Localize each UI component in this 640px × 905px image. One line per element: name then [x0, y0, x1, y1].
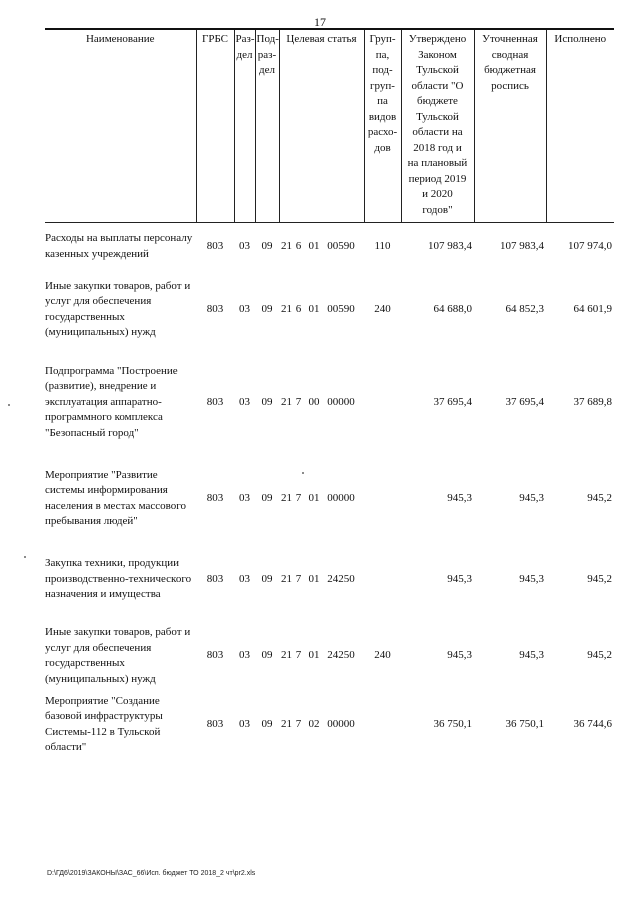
- row-name: Мероприятие "Создание базовой инфраструктуры Системы-112 в Тульской области": [45, 694, 163, 753]
- row-approved: 945,3: [447, 491, 472, 504]
- row-target: 21 6 01 00590: [281, 240, 355, 252]
- row-group: [364, 694, 401, 756]
- row-refined: 37 695,4: [505, 395, 544, 408]
- table-row: [45, 223, 614, 271]
- row-podrazdel: 09: [261, 395, 273, 408]
- row-approved: 64 688,0: [433, 302, 472, 315]
- row-name: Расходы на выплаты персоналу казенных учреждений: [45, 232, 193, 260]
- row-grbs: 803: [206, 649, 224, 662]
- row-target: 21 6 01 00590: [281, 302, 355, 315]
- row-executed: 945,2: [587, 572, 612, 585]
- row-grbs: 803: [206, 240, 224, 252]
- row-target: 21 7 01 24250: [281, 572, 355, 585]
- header-grbs: ГРБС: [196, 29, 234, 223]
- row-approved: 945,3: [447, 572, 472, 585]
- footer-file-path: D:\ГД6\2019\ЗАКОНЫ\ЗАС_66\Исп. бюджет ТО 2018_2 чт\pr2.xls: [47, 870, 256, 877]
- row-approved: 945,3: [447, 649, 472, 662]
- row-grbs: 803: [206, 302, 224, 315]
- row-executed: 107 974,0: [568, 240, 612, 252]
- row-group: 240: [374, 649, 391, 662]
- row-name: Закупка техники, продукции производственно-технического назначения и имущества: [45, 557, 192, 601]
- row-razdel: 03: [239, 717, 250, 730]
- row-target: 21 7 01 00000: [281, 491, 355, 504]
- row-razdel: 03: [239, 240, 250, 252]
- table-row: [45, 619, 614, 694]
- row-grbs: 803: [206, 395, 224, 408]
- row-name: Мероприятие "Развитие системы информирования населения в местах массового пребывания людей": [45, 468, 187, 527]
- table-row: [45, 694, 614, 756]
- row-refined: 107 983,4: [500, 240, 544, 252]
- row-executed: 37 689,8: [573, 395, 612, 408]
- table-row: [45, 349, 614, 457]
- header-executed: Исполнено: [546, 29, 614, 223]
- row-executed: 945,2: [587, 649, 612, 662]
- scan-speck: [24, 556, 26, 558]
- row-podrazdel: 09: [261, 491, 273, 504]
- header-target: Целевая статья: [279, 29, 364, 223]
- row-razdel: 03: [239, 395, 250, 408]
- row-razdel: 03: [239, 491, 250, 504]
- row-razdel: 03: [239, 572, 250, 585]
- row-podrazdel: 09: [261, 240, 273, 252]
- row-group: [364, 457, 401, 541]
- scan-speck: [302, 472, 304, 474]
- row-executed: 945,2: [587, 491, 612, 504]
- header-refined: Уточненная сводная бюджетная роспись: [474, 29, 546, 223]
- table-row: [45, 271, 614, 349]
- table-row: [45, 541, 614, 619]
- row-target: 21 7 00 00000: [281, 395, 355, 408]
- row-approved: 36 750,1: [433, 717, 472, 730]
- row-executed: 64 601,9: [573, 302, 612, 315]
- row-group: [364, 541, 401, 619]
- row-grbs: 803: [206, 717, 224, 730]
- row-podrazdel: 09: [261, 302, 273, 315]
- row-target: 21 7 01 24250: [281, 649, 355, 662]
- row-refined: 945,3: [519, 491, 544, 504]
- header-group: Груп- па, под- груп- па видов расхо- дов: [364, 29, 401, 223]
- row-grbs: 803: [206, 491, 224, 504]
- row-name: Подпрограмма "Построение (развитие), внедрение и эксплуатация аппаратно-программного комплекса "Безопасный город": [45, 364, 178, 439]
- row-approved: 37 695,4: [433, 395, 472, 408]
- row-razdel: 03: [239, 302, 250, 315]
- row-approved: 107 983,4: [428, 240, 472, 252]
- row-refined: 36 750,1: [505, 717, 544, 730]
- row-group: [364, 349, 401, 457]
- row-podrazdel: 09: [261, 649, 273, 662]
- row-refined: 64 852,3: [505, 302, 544, 315]
- row-name: Иные закупки товаров, работ и услуг для обеспечения государственных (муниципальных) нужд: [45, 626, 191, 685]
- table-header-row: [45, 29, 614, 223]
- scan-speck: [8, 404, 10, 406]
- row-refined: 945,3: [519, 572, 544, 585]
- page-number: 17: [314, 15, 326, 29]
- row-refined: 945,3: [519, 649, 544, 662]
- header-name: Наименование: [45, 29, 196, 223]
- row-group: 240: [374, 302, 391, 315]
- row-razdel: 03: [239, 649, 250, 662]
- row-target: 21 7 02 00000: [281, 717, 355, 730]
- header-approved: Утверждено Законом Тульской области "О бюджете Тульской области на 2018 год и на плановый период 2019 и 2020 годов": [401, 29, 474, 223]
- table-row: [45, 457, 614, 541]
- row-group: 110: [374, 240, 391, 252]
- row-grbs: 803: [206, 572, 224, 585]
- row-podrazdel: 09: [261, 717, 273, 730]
- row-name: Иные закупки товаров, работ и услуг для обеспечения государственных (муниципальных) нужд: [45, 279, 191, 338]
- header-podrazdel: Под- раз- дел: [255, 29, 279, 223]
- header-razdel: Раз- дел: [234, 29, 255, 223]
- row-podrazdel: 09: [261, 572, 273, 585]
- row-executed: 36 744,6: [573, 717, 612, 730]
- budget-table: [45, 28, 614, 756]
